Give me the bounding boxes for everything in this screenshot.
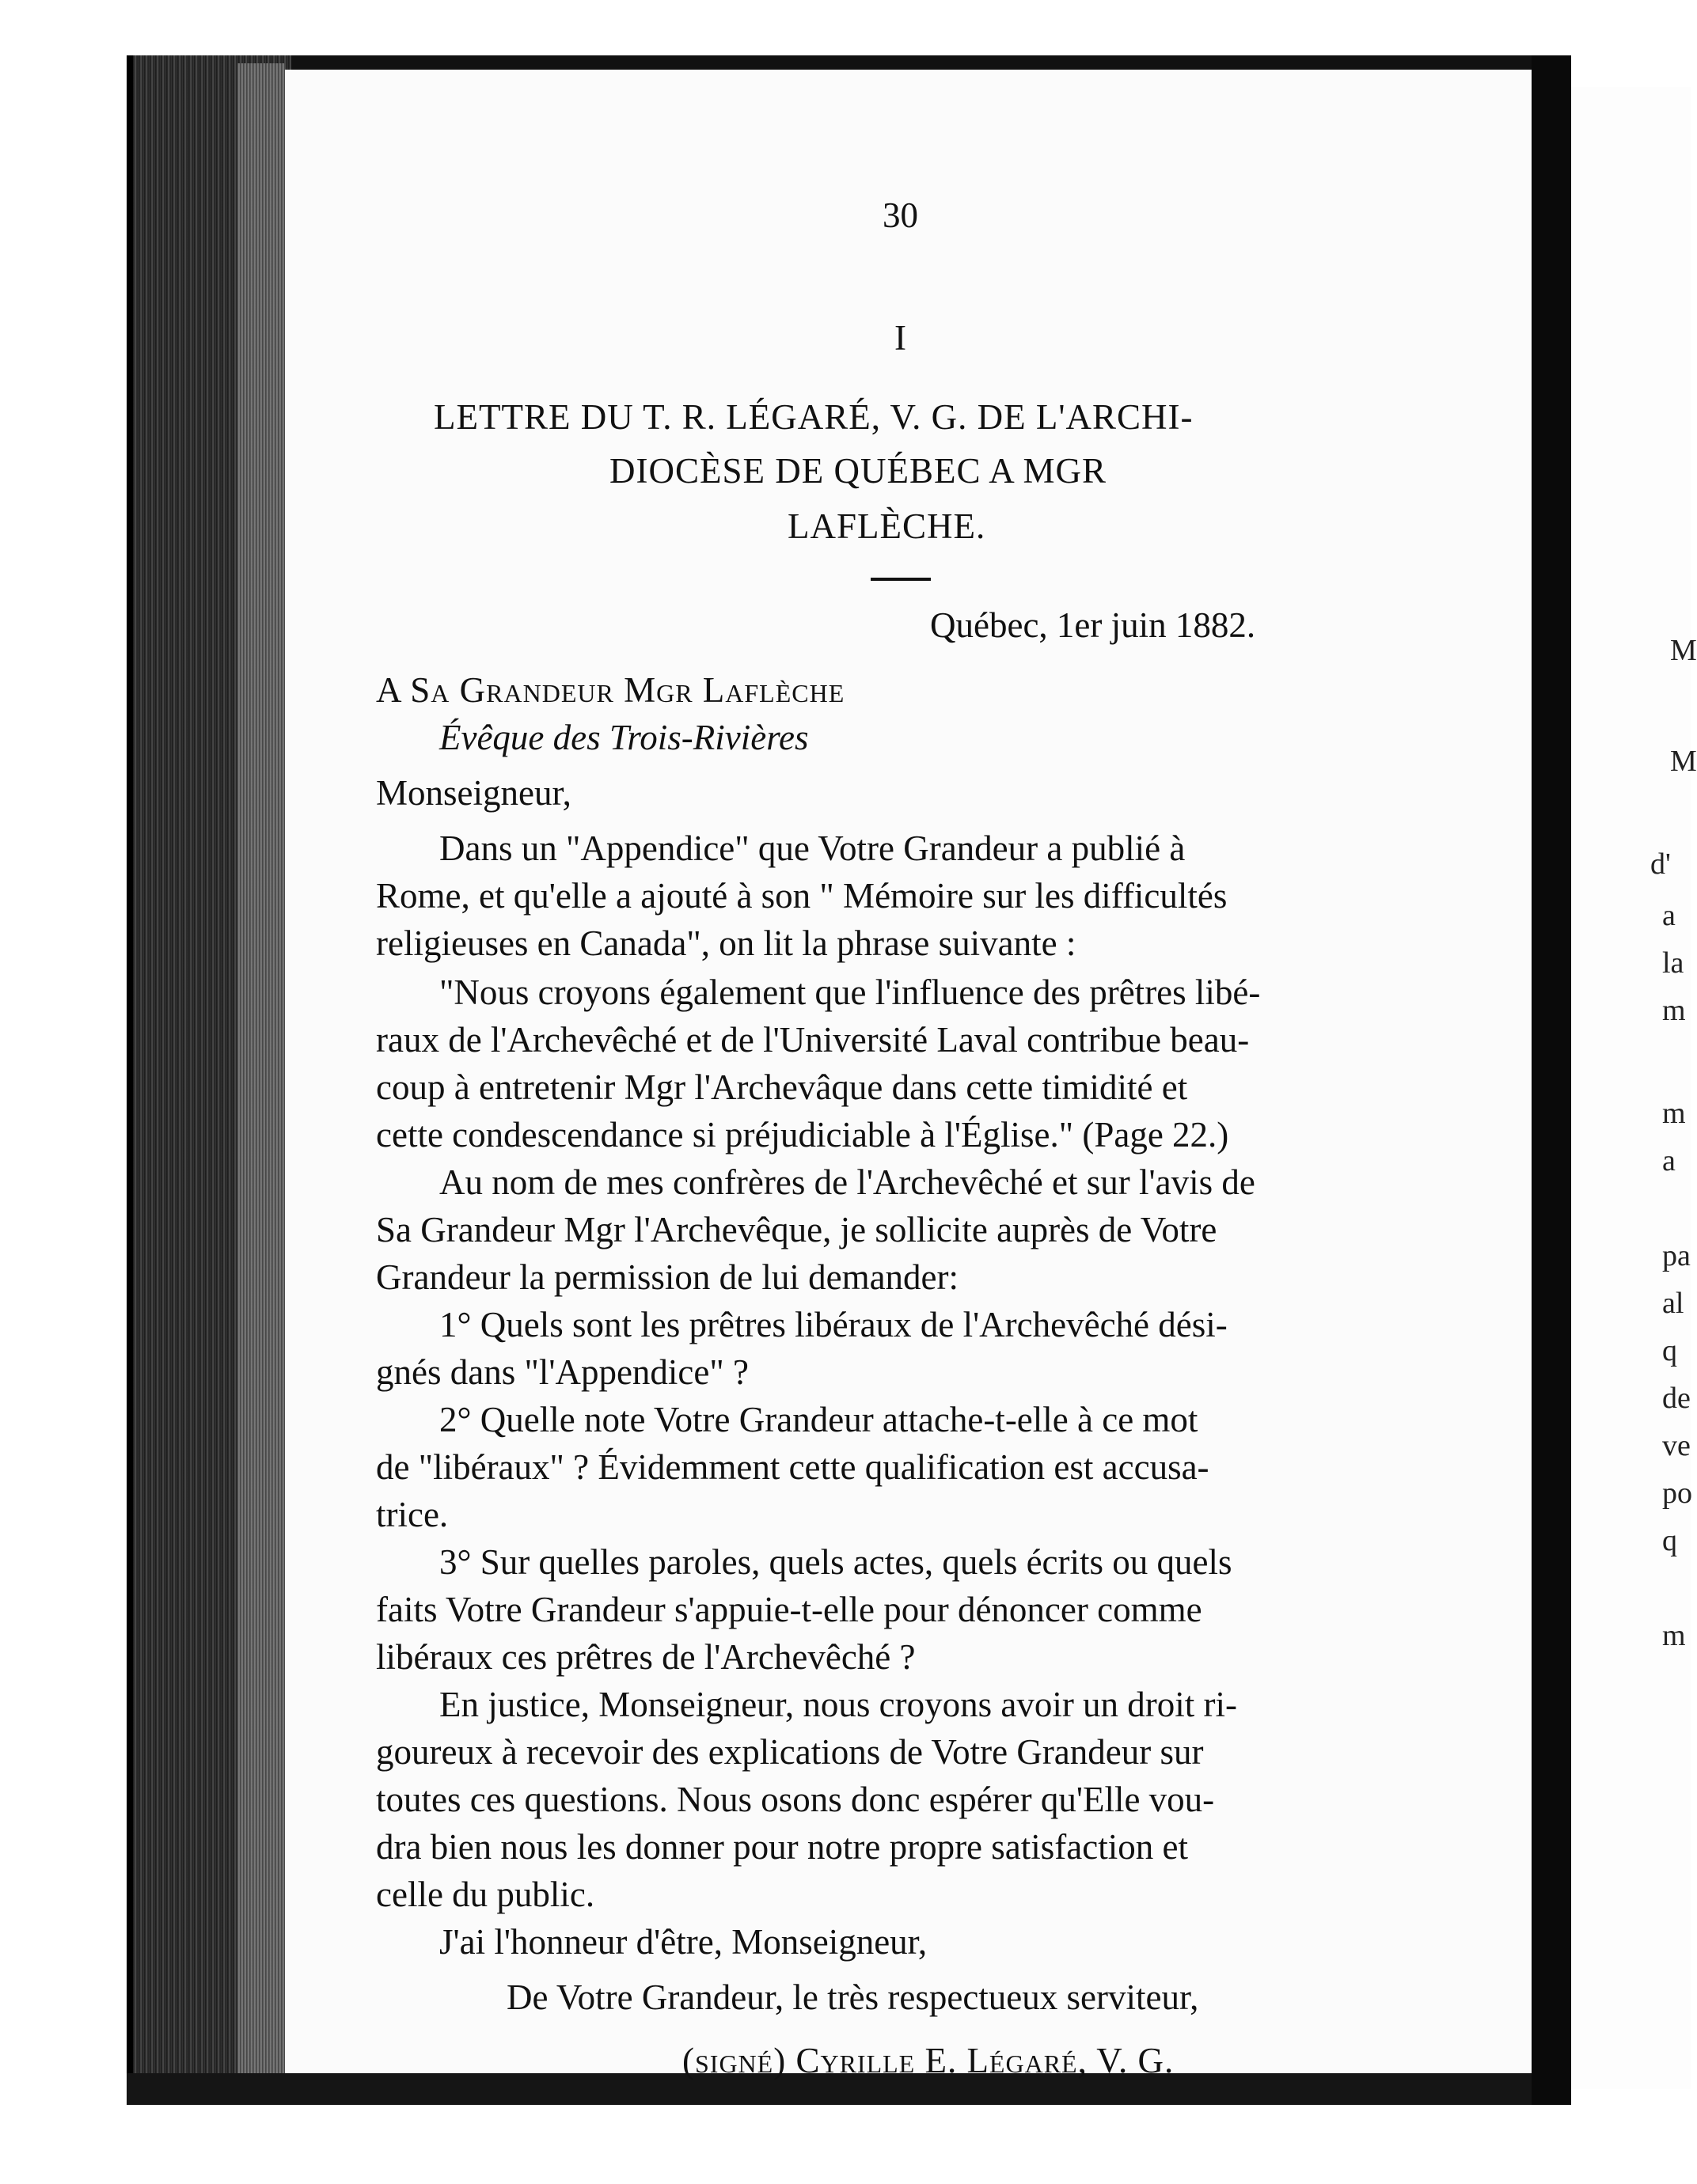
heading-line: LAFLÈCHE. (788, 506, 986, 546)
next-page-fragment: M (1670, 745, 1697, 778)
body-line: 2° Quelle note Votre Grandeur attache-t-elle à ce mot (439, 1400, 1198, 1439)
body-line: libéraux ces prêtres de l'Archevêché ? (376, 1637, 916, 1677)
body-line: cette condescendance si préjudiciable à l'Église." (Page 22.) (376, 1115, 1229, 1155)
body-line: Dans un "Appendice" que Votre Grandeur a publié à (439, 828, 1186, 868)
body-line: goureux à recevoir des explications de Votre Grandeur sur (376, 1732, 1204, 1772)
heading-line: LETTRE DU T. R. LÉGARÉ, V. G. DE L'ARCHI- (434, 397, 1194, 437)
next-page-fragment: M (1670, 634, 1697, 667)
next-page-fragment: m (1662, 994, 1686, 1027)
body-line: "Nous croyons également que l'influence des prêtres libé- (439, 973, 1261, 1012)
next-page-fragment: de (1662, 1382, 1691, 1415)
signature-line: (signé) Cyrille E. Légaré, V. G. (682, 2041, 1175, 2080)
body-line: Grandeur la permission de lui demander: (376, 1257, 959, 1297)
body-line: de "libéraux" ? Évidemment cette qualification est accusa- (376, 1447, 1209, 1487)
next-page-fragment: pa (1662, 1239, 1691, 1272)
next-page-fragment: q (1662, 1334, 1677, 1367)
body-line: Rome, et qu'elle a ajouté à son " Mémoire sur les difficultés (376, 876, 1228, 916)
book-top-edge (127, 55, 1543, 70)
body-line: celle du public. (376, 1875, 595, 1914)
dateline: Québec, 1er juin 1882. (930, 605, 1256, 645)
heading-line: DIOCÈSE DE QUÉBEC A MGR (609, 451, 1107, 491)
book-page-edges-inner (237, 63, 285, 2089)
closing-line: De Votre Grandeur, le très respectueux serviteur, (507, 1977, 1199, 2017)
body-line: toutes ces questions. Nous osons donc espérer qu'Elle vou- (376, 1780, 1215, 1819)
heading-rule (871, 578, 931, 581)
next-page-fragment: m (1662, 1619, 1686, 1652)
body-line: 3° Sur quelles paroles, quels actes, quels écrits ou quels (439, 1542, 1232, 1582)
book-gutter (1532, 55, 1571, 2105)
body-line: gnés dans "l'Appendice" ? (376, 1352, 749, 1392)
next-page-fragment: q (1662, 1524, 1677, 1557)
body-line: coup à entretenir Mgr l'Archevâque dans cette timidité et (376, 1067, 1188, 1107)
salutation: Monseigneur, (376, 773, 571, 813)
page-number: 30 (883, 195, 918, 235)
next-page-fragment: la (1662, 946, 1684, 980)
body-line: dra bien nous les donner pour notre propre satisfaction et (376, 1827, 1188, 1867)
next-page-fragment: po (1662, 1477, 1692, 1510)
next-page-fragment: ve (1662, 1429, 1691, 1462)
section-numeral: I (894, 318, 906, 358)
next-page-fragment: d' (1650, 847, 1671, 881)
body-line: Au nom de mes confrères de l'Archevêché et sur l'avis de (439, 1162, 1255, 1202)
body-line: trice. (376, 1495, 449, 1534)
body-line: En justice, Monseigneur, nous croyons avoir un droit ri- (439, 1685, 1238, 1724)
addressee-title: Évêque des Trois-Rivières (439, 718, 809, 757)
body-line: religieuses en Canada", on lit la phrase suivante : (376, 923, 1076, 963)
next-page-fragment: a (1662, 899, 1676, 932)
body-line: Sa Grandeur Mgr l'Archevêque, je sollicite auprès de Votre (376, 1210, 1217, 1249)
body-line: 1° Quels sont les prêtres libéraux de l'Archevêché dési- (439, 1305, 1228, 1344)
next-page-fragment: al (1662, 1287, 1684, 1320)
next-page-fragment: a (1662, 1144, 1676, 1177)
closing-line: J'ai l'honneur d'être, Monseigneur, (439, 1922, 928, 1962)
next-page-sliver (1571, 87, 1691, 2089)
body-line: raux de l'Archevêché et de l'Université Laval contribue beau- (376, 1020, 1250, 1060)
addressee-line: A Sa Grandeur Mgr Laflèche (376, 670, 845, 710)
next-page-fragment: m (1662, 1097, 1686, 1130)
body-line: faits Votre Grandeur s'appuie-t-elle pour dénoncer comme (376, 1590, 1202, 1629)
